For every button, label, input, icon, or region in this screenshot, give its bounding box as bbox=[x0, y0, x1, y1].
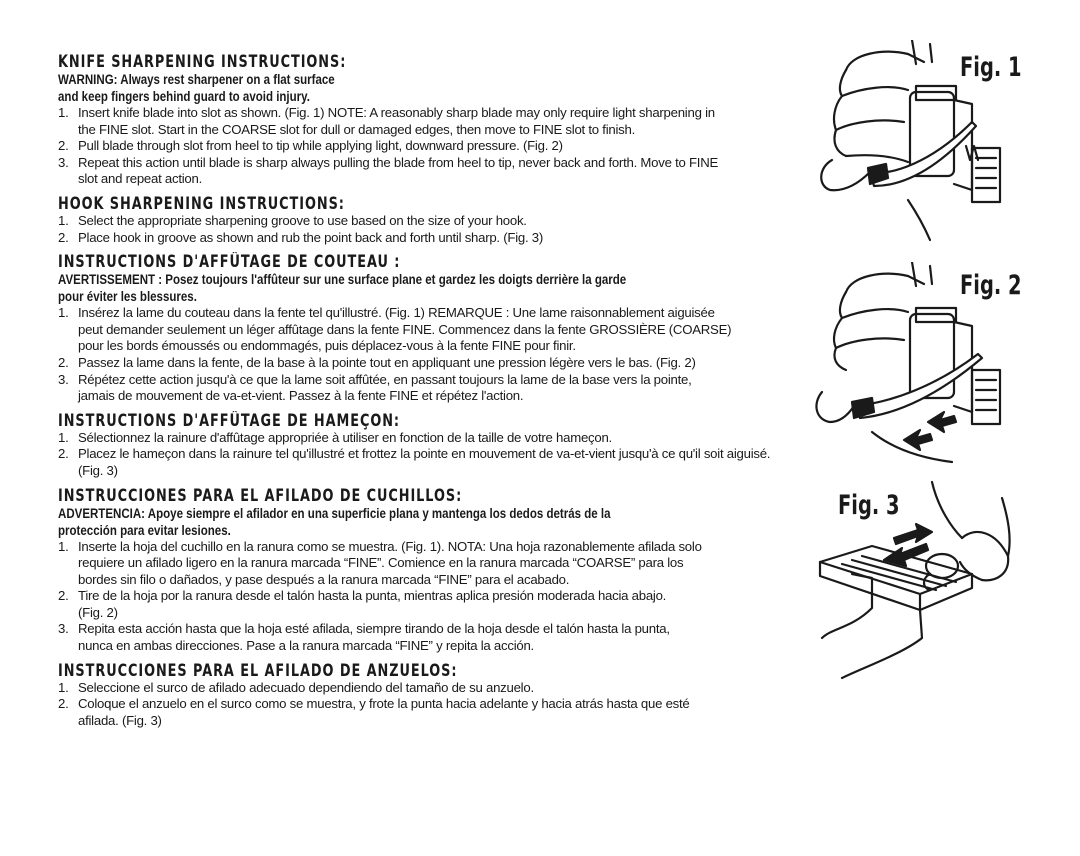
warning-text: and keep fingers behind guard to avoid injury. bbox=[58, 89, 310, 104]
step-number: 1. bbox=[58, 105, 69, 120]
warning-text: ADVERTENCIA: Apoye siempre el afilador en una superficie plana y mantenga los dedos detrás de la bbox=[58, 505, 611, 521]
step-number: 2. bbox=[58, 696, 69, 712]
warning-text: WARNING: Always rest sharpener on a flat surface bbox=[58, 72, 335, 87]
step-item bbox=[58, 680, 818, 697]
step-text: Seleccione el surco de afilado adecuado dependiendo del tamaño de su anzuelo. bbox=[78, 679, 534, 695]
warning-text: protección para evitar lesiones. bbox=[58, 522, 231, 538]
instruction-section bbox=[58, 486, 818, 655]
instruction-section bbox=[58, 411, 818, 480]
section-title: INSTRUCCIONES PARA EL AFILADO DE ANZUELOS: bbox=[58, 660, 458, 680]
instruction-section bbox=[58, 252, 818, 405]
fig3-label: Fig. 3 bbox=[838, 490, 900, 521]
step-number: 3. bbox=[58, 621, 69, 637]
step-item bbox=[58, 446, 818, 479]
step-list bbox=[58, 105, 818, 188]
figures-column bbox=[800, 0, 1080, 856]
step-item bbox=[58, 138, 818, 155]
pull-blade-illustration bbox=[812, 262, 1022, 467]
fig1-label: Fig. 1 bbox=[960, 52, 1022, 83]
step-number: 3. bbox=[58, 371, 69, 387]
step-text: Coloque el anzuelo en el surco como se muestra, y frote la punta hacia adelante y hacia atrás hasta que esté bbox=[78, 696, 690, 712]
step-number: 2. bbox=[58, 354, 69, 370]
step-text: pour les bords émoussés ou endommagés, puis déplacez-vous à la fente FINE pour finir. bbox=[78, 338, 576, 354]
step-text: (Fig. 2) bbox=[78, 604, 118, 620]
step-text: requiere un afilado ligero en la ranura marcada “FINE”. Comience en la ranura marcada “COARSE” para los bbox=[78, 555, 684, 571]
instructions-column bbox=[58, 52, 818, 729]
step-list bbox=[58, 680, 818, 730]
step-text: Insert knife blade into slot as shown. (Fig. 1) NOTE: A reasonably sharp blade may only require light sharpening in bbox=[78, 105, 715, 120]
step-text: nunca en ambas direcciones. Pase a la ranura marcada “FINE” y repita la acción. bbox=[78, 638, 534, 654]
step-item bbox=[58, 696, 818, 729]
step-item bbox=[58, 539, 818, 589]
step-number: 1. bbox=[58, 212, 69, 228]
step-text: bordes sin filo o dañados, y pase después a la ranura marcada “FINE” para el acabado. bbox=[78, 571, 570, 587]
step-text: Placez le hameçon dans la rainure tel qu'illustré et frottez la pointe en mouvement de va-et-vient jusqu'à ce qu'il soit aiguisé. bbox=[78, 446, 771, 462]
instruction-section bbox=[58, 661, 818, 730]
step-number: 1. bbox=[58, 429, 69, 445]
step-item bbox=[58, 105, 818, 138]
step-text: Place hook in groove as shown and rub the point back and forth until sharp. (Fig. 3) bbox=[78, 229, 544, 245]
instruction-section bbox=[58, 194, 818, 246]
step-number: 2. bbox=[58, 588, 69, 604]
instruction-section bbox=[58, 52, 818, 188]
section-title: INSTRUCTIONS D'AFFÛTAGE DE HAMEÇON: bbox=[58, 410, 400, 430]
step-text: Sélectionnez la rainure d'affûtage appropriée à utiliser en fonction de la taille de votre hameçon. bbox=[78, 429, 612, 445]
step-text: Pull blade through slot from heel to tip while applying light, downward pressure. (Fig. 2) bbox=[78, 138, 563, 154]
step-number: 1. bbox=[58, 679, 69, 695]
step-text: Inserte la hoja del cuchillo en la ranura como se muestra. (Fig. 1). NOTA: Una hoja razonablemente afilada solo bbox=[78, 538, 702, 554]
step-text: Repeat this action until blade is sharp always pulling the blade from heel to tip, never back and forth. Move to FINE bbox=[78, 154, 719, 170]
section-title: INSTRUCCIONES PARA EL AFILADO DE CUCHILLOS: bbox=[58, 485, 463, 505]
step-list bbox=[58, 430, 818, 480]
section-title: HOOK SHARPENING INSTRUCTIONS: bbox=[58, 193, 345, 213]
step-text: the FINE slot. Start in the COARSE slot for dull or damaged edges, then move to FINE slot to finish. bbox=[78, 121, 635, 137]
step-item bbox=[58, 588, 818, 621]
step-number: 2. bbox=[58, 138, 69, 154]
step-text: afilada. (Fig. 3) bbox=[78, 712, 162, 728]
step-text: Tire de la hoja por la ranura desde el talón hasta la punta, mientras aplica presión moderada hacia abajo. bbox=[78, 588, 667, 604]
step-number: 3. bbox=[58, 154, 69, 170]
step-text: slot and repeat action. bbox=[78, 171, 203, 187]
step-text: Select the appropriate sharpening groove to use based on the size of your hook. bbox=[78, 212, 527, 228]
step-text: Passez la lame dans la fente, de la base à la pointe tout en appliquant une pression légère vers le bas. (Fig. 2) bbox=[78, 354, 696, 370]
step-item bbox=[58, 621, 818, 654]
section-title: KNIFE SHARPENING INSTRUCTIONS: bbox=[58, 52, 347, 71]
step-list bbox=[58, 539, 818, 655]
step-item bbox=[58, 230, 818, 247]
step-item bbox=[58, 355, 818, 372]
hook-sharpening-illustration bbox=[812, 478, 1022, 688]
step-text: peut demander seulement un léger affûtage dans la fente FINE. Commencez dans la fente GROSSIÈRE (COARSE) bbox=[78, 321, 732, 337]
step-item bbox=[58, 430, 818, 447]
step-text: (Fig. 3) bbox=[78, 462, 118, 478]
knife-in-sharpener-illustration bbox=[812, 40, 1022, 245]
step-item bbox=[58, 372, 818, 405]
step-number: 2. bbox=[58, 229, 69, 245]
step-number: 2. bbox=[58, 446, 69, 462]
step-list bbox=[58, 305, 818, 405]
step-number: 1. bbox=[58, 305, 69, 321]
step-item bbox=[58, 155, 818, 188]
warning-text: pour éviter les blessures. bbox=[58, 289, 197, 305]
step-number: 1. bbox=[58, 538, 69, 554]
warning-text: AVERTISSEMENT : Posez toujours l'affûteur sur une surface plane et gardez les doigts derrière la garde bbox=[58, 272, 627, 288]
step-text: Repita esta acción hasta que la hoja esté afilada, siempre tirando de la hoja desde el talón hasta la punta, bbox=[78, 621, 670, 637]
step-list bbox=[58, 213, 818, 246]
section-title: INSTRUCTIONS D'AFFÛTAGE DE COUTEAU : bbox=[58, 252, 401, 272]
step-text: Répétez cette action jusqu'à ce que la lame soit affûtée, en passant toujours la lame de la base vers la pointe, bbox=[78, 371, 692, 387]
step-text: jamais de mouvement de va-et-vient. Passez à la fente FINE et répétez l'action. bbox=[78, 388, 524, 404]
step-item bbox=[58, 305, 818, 355]
step-text: Insérez la lame du couteau dans la fente tel qu'illustré. (Fig. 1) REMARQUE : Une lame raisonnablement aiguisée bbox=[78, 305, 715, 321]
step-item bbox=[58, 213, 818, 230]
fig2-label: Fig. 2 bbox=[960, 270, 1022, 301]
